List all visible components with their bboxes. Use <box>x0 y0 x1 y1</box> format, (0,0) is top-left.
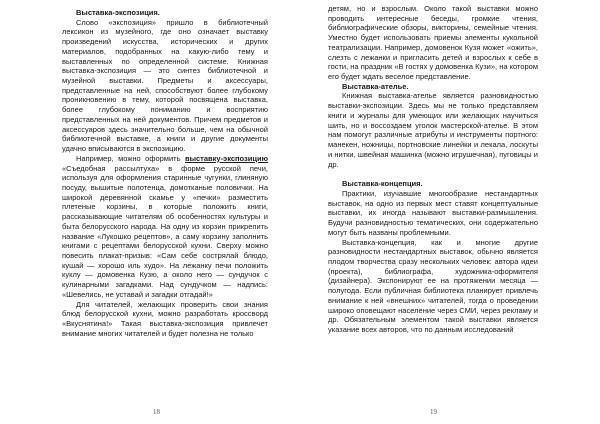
right-page <box>300 0 600 424</box>
right-text-column <box>328 4 538 335</box>
left-text-column <box>62 8 268 338</box>
emphasis-text: выставку-экспозицию <box>184 153 268 163</box>
spacer <box>328 169 538 179</box>
paragraph: Для читателей, желающих проверить свои знания блюд белорусской кухни, можно разработать кроссворд «Вкуснятина!» Такая выставка-экспозиция привлечет внимание многих читателей и будет полезна не только <box>62 299 268 338</box>
page-number: 18 <box>153 408 160 416</box>
paragraph: детям, но и взрослым. Около такой выставки можно проводить интересные беседы, громкие чтения, библиографические обзоры, викторины, семейные чтения. Уместно будет использовать приемы элементы кукольной театрализации. Например, домовенок Кузя может «ожить», слезть с лежанки и пригласить детей и взрослых к себе в гости, на праздник «В гостях у домовенка Кузи», на котором его будет ждать веселое представление. <box>328 4 538 82</box>
paragraph <box>62 154 268 300</box>
paragraph: Практики, изучавшие многообразие нестандартных выставок, на одно из первых мест ставят концептуальные выставки, их иногда называют выставки-размышления. Будучи разновидностью тематических, они содержательно могут быть названы проблемными. <box>328 188 538 237</box>
section-heading-exposition: Выставка-экспозиция. <box>76 8 160 17</box>
paragraph: Книжная выставка-ателье является разновидностью выставки-экспозиции. Здесь мы не только представляем книги и журналы для умеющих или желающих научиться шить, но и воссоздаем уголок мастерской-ателье. В этом нам помогут различные атрибуты и инструменты портного: манекен, ножницы, портновские линейки и лекала, лоскуты и нитки, швейная машинка (можно игрушечная), пуговицы и др. <box>328 91 538 169</box>
page-number: 19 <box>430 408 437 416</box>
paragraph: Слово «экспозиция» пришло в библиотечный лексикон из музейного, где оно означает выставку произведений искусства, исторических и других материалов, подобранных на какую-либо тему и выставленных по определенной системе. Книжная выставка-экспозиция — это синтез библиотечной и музейной выставки. Предметы и аксессуары, представленные на ней, способствуют более глубокому проникновению в тему, которой посвящена выставка, более глубокому пониманию и восприятию представленных на ней документов. Причем предметов и аксессуаров здесь значительно больше, чем на обычной библиотечной выставке, а книги и другие документы удачно вписываются в экспозицию. <box>62 17 268 154</box>
section-heading-atelier: Выставка-ателье. <box>342 81 409 91</box>
paragraph-text: «Съедобная рассылтуха» в форме русской печи, используя для оформления старинные чугунки, глиняную посуду, вышитые полотенца, домотканые половички. На широкой деревянной скамье у «печки» разместить плетеные корзины, в которые положить книги, рассказывающие читателям об особенностях культуры и быта белорусского народа. На одну из корзин прикрепить название «Лукошко рецептов», а саму корзину заполнить книгами с рецептами белорусской кухни. Сверху можно повесить плакат-призыв: «Сам себе сострялай блюдо, кушай — хорошо иль худо». На лежанку печи положить куклу — домовенка Кузю, а около него — сундучок с кулинарными загадками. Над сундучком — надпись: «Шевелись, не уставай и загадки отгадай!» <box>62 163 268 299</box>
section-heading-concept: Выставка-концепция. <box>342 179 423 189</box>
paragraph: Выставка-концепция, как и многие другие разновидности нестандартных выставок, обычно является плодом творчества сразу нескольких человек: автора идеи (проекта), библиографа, художника-оформителя (дизайнера). Экспонируют ее на протяжении месяца — полугода. Если публичная библиотека планирует привлечь внимание к ней «внешних» читателей, тогда о проведении широко оповещают население через СМИ, через рекламу и др. Обязательным элементом такой выставки является указание всех авторов, что по данным исследований <box>328 237 538 334</box>
paragraph-text: Например, можно оформить <box>76 153 185 163</box>
